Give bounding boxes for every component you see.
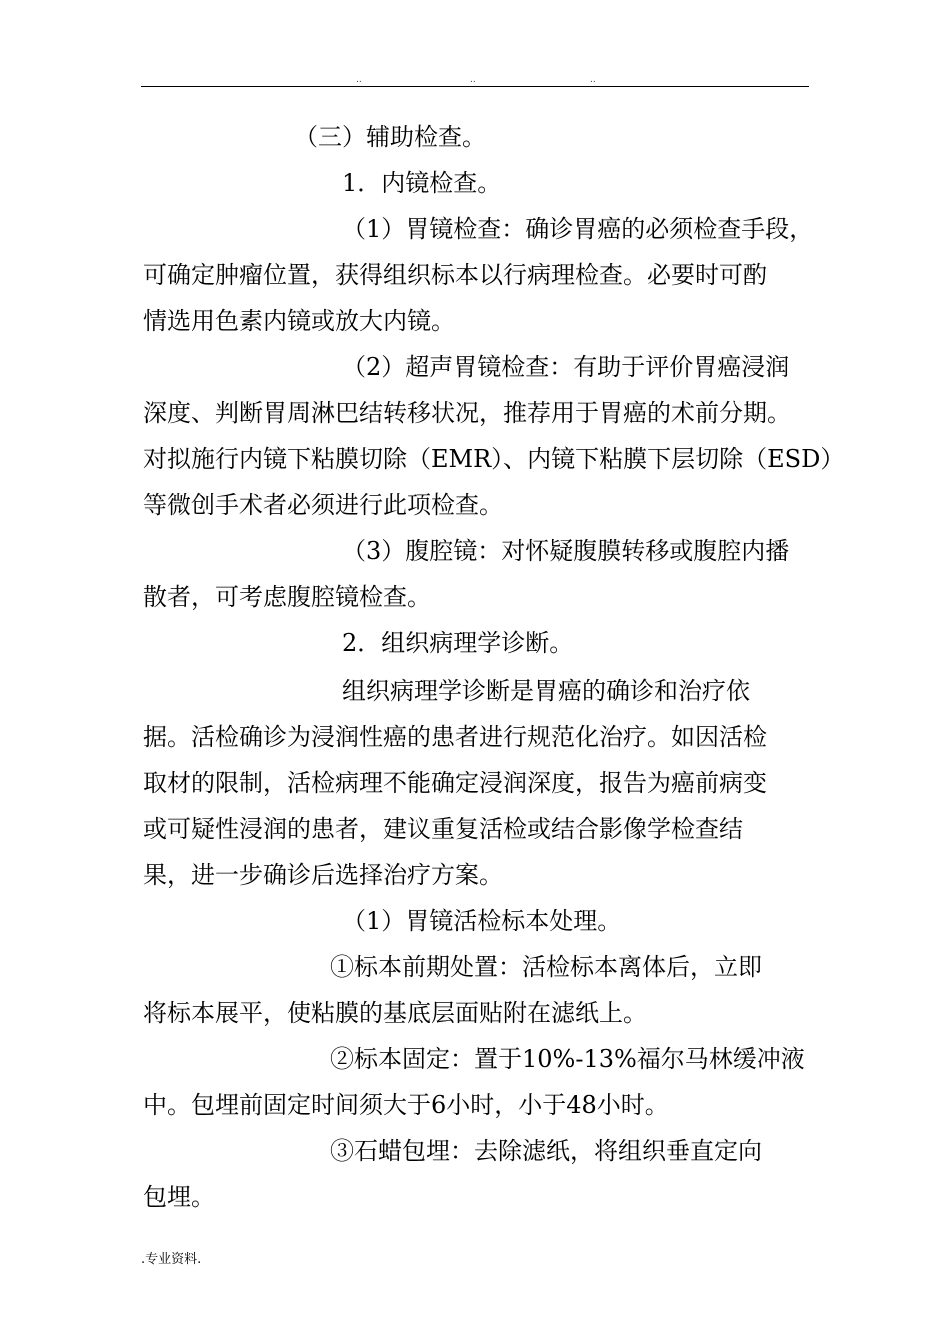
paragraph-line: 对拟施行内镜下粘膜切除（EMR）、内镜下粘膜下层切除（ESD） xyxy=(143,445,845,473)
page-footer: .专业资料. xyxy=(141,1252,202,1267)
subheading-histopathology: 2．组织病理学诊断。 xyxy=(342,629,574,657)
header-divider xyxy=(141,86,809,87)
paragraph-line: 中。包埋前固定时间须大于6小时，小于48小时。 xyxy=(143,1091,669,1119)
paragraph-line: （3）腹腔镜：对怀疑腹膜转移或腹腔内播 xyxy=(342,537,790,565)
header-dot-1: .. xyxy=(356,75,362,85)
subheading-endoscopy: 1．内镜检查。 xyxy=(342,169,502,197)
paragraph-line: 或可疑性浸润的患者，建议重复活检或结合影像学检查结 xyxy=(143,815,743,843)
header-dot-3: .. xyxy=(590,75,596,85)
paragraph-line: 散者，可考虑腹腔镜检查。 xyxy=(143,583,431,611)
paragraph-line: 取材的限制，活检病理不能确定浸润深度，报告为癌前病变 xyxy=(143,769,767,797)
paragraph-line: 果，进一步确诊后选择治疗方案。 xyxy=(143,861,503,889)
subheading-biopsy-processing: （1）胃镜活检标本处理。 xyxy=(342,907,622,935)
header-dot-2: .. xyxy=(470,75,476,85)
section-heading-auxiliary-exam: （三）辅助检查。 xyxy=(294,123,486,151)
paragraph-line: 可确定肿瘤位置，获得组织标本以行病理检查。必要时可酌 xyxy=(143,261,767,289)
paragraph-line: ①标本前期处置：活检标本离体后，立即 xyxy=(330,953,762,981)
paragraph-line: ③石蜡包埋：去除滤纸，将组织垂直定向 xyxy=(330,1137,762,1165)
paragraph-line: 将标本展平，使粘膜的基底层面贴附在滤纸上。 xyxy=(143,999,647,1027)
paragraph-line: 情选用色素内镜或放大内镜。 xyxy=(143,307,455,335)
paragraph-line: ②标本固定：置于10%-13%福尔马林缓冲液 xyxy=(330,1045,805,1073)
paragraph-line: 据。活检确诊为浸润性癌的患者进行规范化治疗。如因活检 xyxy=(143,723,767,751)
paragraph-line: 包埋。 xyxy=(143,1183,215,1211)
paragraph-line: 深度、判断胃周淋巴结转移状况，推荐用于胃癌的术前分期。 xyxy=(143,399,791,427)
paragraph-line: （2）超声胃镜检查：有助于评价胃癌浸润 xyxy=(342,353,790,381)
paragraph-line: （1）胃镜检查：确诊胃癌的必须检查手段， xyxy=(342,215,814,243)
paragraph-line: 组织病理学诊断是胃癌的确诊和治疗依 xyxy=(342,677,750,705)
paragraph-line: 等微创手术者必须进行此项检查。 xyxy=(143,491,503,519)
header-dots xyxy=(0,74,950,86)
